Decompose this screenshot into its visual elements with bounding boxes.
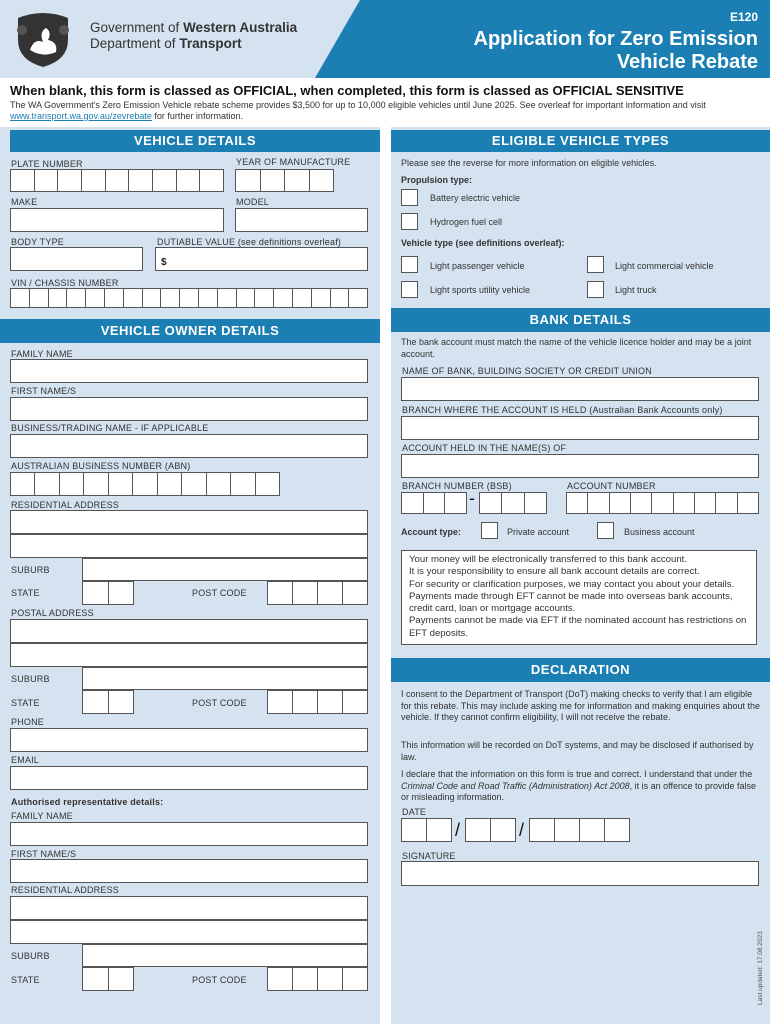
postal-suburb-field[interactable]	[82, 667, 368, 690]
state-label: STATE	[11, 588, 40, 598]
declaration-heading: DECLARATION	[391, 658, 770, 682]
light-truck-label: Light truck	[615, 285, 657, 295]
bank-details-heading: BANK DETAILS	[391, 308, 770, 332]
private-account-label: Private account	[507, 527, 570, 537]
vin-label: VIN / CHASSIS NUMBER	[11, 278, 119, 288]
postal-address-line2[interactable]	[10, 643, 368, 667]
form-code: E120	[729, 10, 758, 24]
declaration-para3: I declare that the information on this form is true and correct. I understand that under the Criminal Code and Road Traffic (Administration) Act 2008, it is an offence to provide false or misleading information.	[401, 769, 757, 802]
eligible-types-heading: ELIGIBLE VEHICLE TYPES	[391, 130, 770, 152]
date-slash-1: /	[455, 820, 461, 840]
light-truck-checkbox[interactable]	[587, 281, 604, 298]
first-names-label: FIRST NAME/S	[11, 386, 77, 396]
email-field[interactable]	[10, 766, 368, 790]
business-account-label: Business account	[624, 527, 695, 537]
phone-label: PHONE	[11, 717, 45, 727]
state-field[interactable]	[82, 581, 134, 605]
rep-family-name-label: FAMILY NAME	[11, 811, 73, 821]
phone-field[interactable]	[10, 728, 368, 752]
light-passenger-label: Light passenger vehicle	[430, 261, 525, 271]
rep-heading: Authorised representative details:	[11, 797, 164, 807]
abn-label: AUSTRALIAN BUSINESS NUMBER (ABN)	[11, 461, 191, 471]
date-day-field[interactable]	[401, 818, 452, 842]
business-name-field[interactable]	[10, 434, 368, 458]
vin-field[interactable]	[10, 288, 368, 308]
rep-residential-address-label: RESIDENTIAL ADDRESS	[11, 885, 119, 895]
light-commercial-checkbox[interactable]	[587, 256, 604, 273]
declaration-para1: I consent to the Department of Transport (DoT) making checks to verify that I am eligible for this rebate. This may include asking me for information and making enquiries about the vehicle. If they cannot confirm eligibility, I will not receive the rebate.	[401, 689, 761, 722]
rebate-link[interactable]: www.transport.wa.gov.au/zevrebate	[10, 111, 152, 121]
residential-address-line1[interactable]	[10, 510, 368, 534]
light-passenger-checkbox[interactable]	[401, 256, 418, 273]
dollar-sign: $	[161, 257, 167, 268]
battery-electric-label: Battery electric vehicle	[430, 193, 521, 203]
rep-post-code-field[interactable]	[267, 967, 368, 991]
branch-field[interactable]	[401, 416, 759, 440]
branch-label: BRANCH WHERE THE ACCOUNT IS HELD (Australian Bank Accounts only)	[402, 405, 723, 415]
signature-label: SIGNATURE	[402, 851, 456, 861]
account-number-field[interactable]	[566, 492, 759, 514]
rep-suburb-field[interactable]	[82, 944, 368, 967]
plate-number-field[interactable]	[10, 169, 224, 192]
bank-note: The bank account must match the name of the vehicle licence holder and may be a joint account.	[401, 337, 752, 359]
bank-name-label: NAME OF BANK, BUILDING SOCIETY OR CREDIT UNION	[402, 366, 652, 376]
bsb-label: BRANCH NUMBER (BSB)	[402, 481, 512, 491]
agency-name: Government of Western Australia Department of Transport	[90, 20, 298, 51]
make-field[interactable]	[10, 208, 224, 232]
rep-address-line1[interactable]	[10, 896, 368, 920]
post-code-label: POST CODE	[192, 588, 247, 598]
first-names-field[interactable]	[10, 397, 368, 421]
date-year-field[interactable]	[529, 818, 630, 842]
signature-field[interactable]	[401, 861, 759, 886]
business-account-checkbox[interactable]	[597, 522, 614, 539]
family-name-field[interactable]	[10, 359, 368, 383]
postal-address-line1[interactable]	[10, 619, 368, 643]
battery-electric-checkbox[interactable]	[401, 189, 418, 206]
rep-state-label: STATE	[11, 975, 40, 985]
light-suv-label: Light sports utility vehicle	[430, 285, 531, 295]
intro-text: The WA Government's Zero Emission Vehicle rebate scheme provides $3,500 for up to 10,000 eligible vehicles until June 2025. See overleaf for important information and visit www.transport.wa.gov.au/zevrebate for further information.	[10, 100, 706, 121]
suburb-field[interactable]	[82, 558, 368, 581]
rep-address-line2[interactable]	[10, 920, 368, 944]
rep-state-field[interactable]	[82, 967, 134, 991]
light-suv-checkbox[interactable]	[401, 281, 418, 298]
make-label: MAKE	[11, 197, 38, 207]
bsb-field-part2[interactable]	[479, 492, 547, 514]
vehicle-type-label: Vehicle type (see definitions overleaf):	[401, 238, 565, 248]
postal-post-code-field[interactable]	[267, 690, 368, 714]
last-updated: Last updated: 17.08.2023	[757, 931, 764, 1005]
account-held-label: ACCOUNT HELD IN THE NAME(S) OF	[402, 443, 567, 453]
date-month-field[interactable]	[465, 818, 516, 842]
light-commercial-label: Light commercial vehicle	[615, 261, 714, 271]
body-type-label: BODY TYPE	[11, 237, 64, 247]
vehicle-details-heading: VEHICLE DETAILS	[10, 130, 380, 152]
rep-post-code-label: POST CODE	[192, 975, 247, 985]
rep-first-names-label: FIRST NAME/S	[11, 849, 77, 859]
eligible-note: Please see the reverse for more information on eligible vehicles.	[401, 158, 657, 168]
year-label: YEAR OF MANUFACTURE	[236, 157, 351, 167]
model-field[interactable]	[235, 208, 368, 232]
wa-crest-logo	[12, 10, 74, 68]
email-label: EMAIL	[11, 755, 40, 765]
account-held-field[interactable]	[401, 454, 759, 478]
account-number-label: ACCOUNT NUMBER	[567, 481, 656, 491]
account-type-label: Account type:	[401, 527, 462, 537]
business-name-label: BUSINESS/TRADING NAME - IF APPLICABLE	[11, 423, 209, 433]
plate-number-label: PLATE NUMBER	[11, 159, 83, 169]
abn-field[interactable]	[10, 472, 280, 496]
model-label: MODEL	[236, 197, 270, 207]
hydrogen-label: Hydrogen fuel cell	[430, 217, 503, 227]
declaration-para2: This information will be recorded on DoT systems, and may be disclosed if authorised by law.	[401, 740, 754, 762]
bank-name-field[interactable]	[401, 377, 759, 401]
rep-suburb-label: SUBURB	[11, 951, 50, 961]
postal-state-field[interactable]	[82, 690, 134, 714]
family-name-label: FAMILY NAME	[11, 349, 73, 359]
residential-address-line2[interactable]	[10, 534, 368, 558]
suburb-label: SUBURB	[11, 565, 50, 575]
private-account-checkbox[interactable]	[481, 522, 498, 539]
date-label: DATE	[402, 807, 427, 817]
residential-address-label: RESIDENTIAL ADDRESS	[11, 500, 119, 510]
form-title: Application for Zero Emission Vehicle Rebate	[473, 28, 758, 73]
dutiable-value-label: DUTIABLE VALUE (see definitions overleaf)	[157, 237, 342, 247]
hydrogen-checkbox[interactable]	[401, 213, 418, 230]
bsb-dash: -	[469, 488, 475, 508]
rep-family-name-field[interactable]	[10, 822, 368, 846]
postal-suburb-label: SUBURB	[11, 674, 50, 684]
body-type-field[interactable]	[10, 247, 143, 271]
postal-state-label: STATE	[11, 698, 40, 708]
propulsion-label: Propulsion type:	[401, 175, 473, 185]
classification-notice: When blank, this form is classed as OFFICIAL, when completed, this form is classed as OFFICIAL SENSITIVE	[10, 83, 684, 98]
dutiable-value-field[interactable]	[155, 247, 368, 271]
rep-first-names-field[interactable]	[10, 859, 368, 883]
eft-notice: Your money will be electronically transferred to this bank account. It is your responsibility to ensure all bank account details are correct. For security or clarification purposes, we may contact you about your details. Payments made through EFT cannot be made into overseas bank accounts, credit card, loan or mortgage accounts. Payments cannot be made via EFT if the nominated account has restrictions on EFT deposits.	[401, 550, 757, 645]
postal-post-code-label: POST CODE	[192, 698, 247, 708]
date-slash-2: /	[519, 820, 525, 840]
postal-address-label: POSTAL ADDRESS	[11, 608, 94, 618]
owner-details-heading: VEHICLE OWNER DETAILS	[0, 319, 380, 343]
year-field[interactable]	[235, 169, 334, 192]
post-code-field[interactable]	[267, 581, 368, 605]
bsb-field-part1[interactable]	[401, 492, 467, 514]
